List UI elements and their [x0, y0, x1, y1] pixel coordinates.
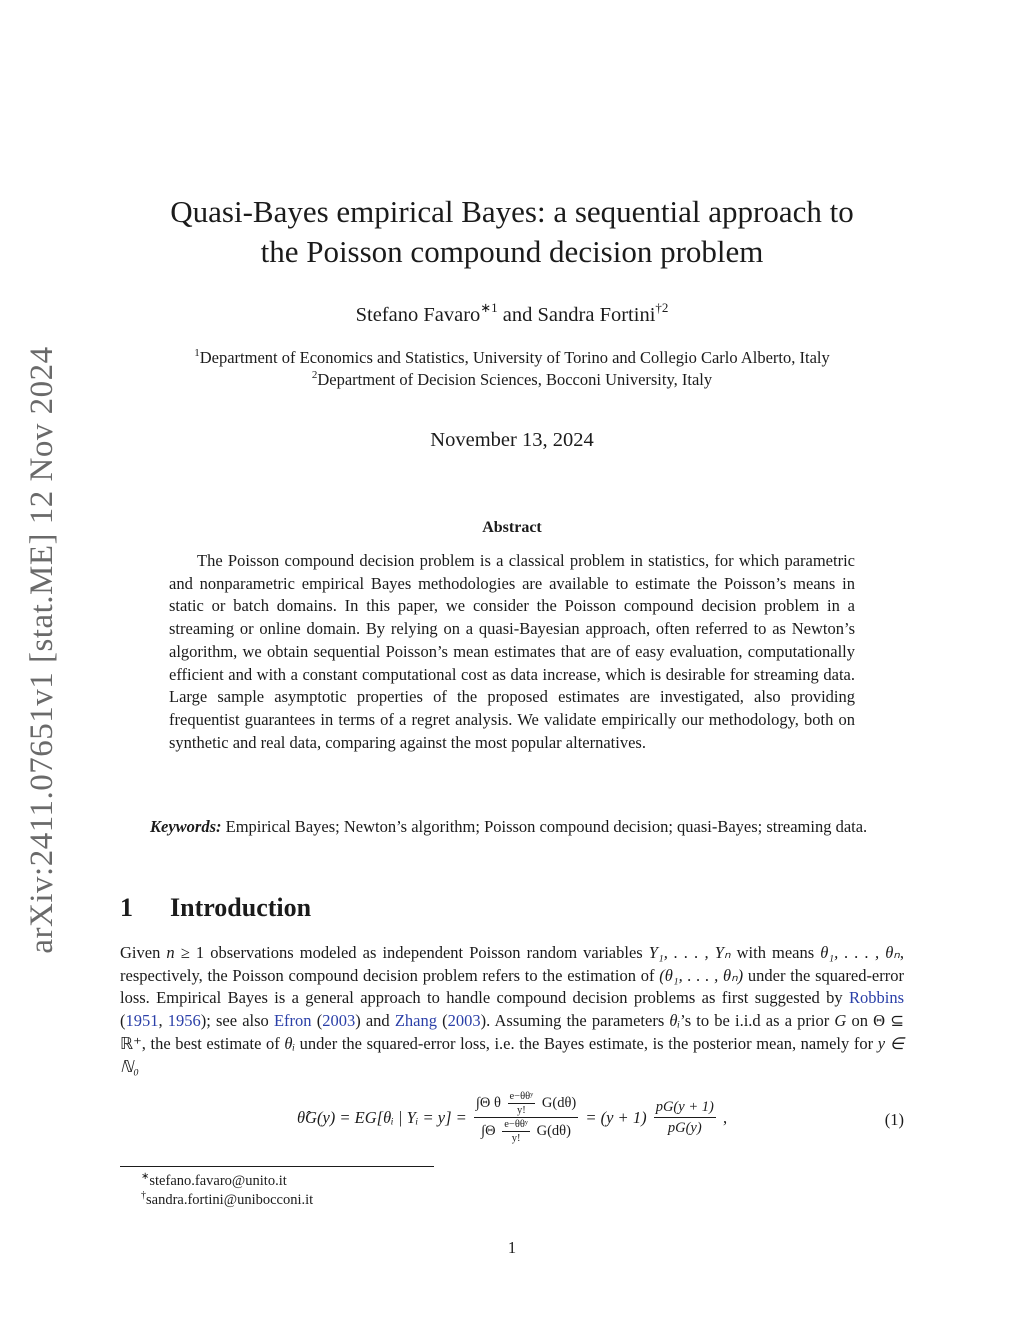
intro-math: θᵢ — [284, 1033, 296, 1053]
intro-math: (θ₁, . . . , θₙ) — [659, 965, 744, 985]
citation-link-robbins[interactable]: Robbins — [848, 988, 904, 1008]
author-1-name: Stefano Favaro — [355, 304, 481, 326]
footnote-2 — [141, 1190, 313, 1209]
title-line-1: Quasi-Bayes empirical Bayes: a sequential approach to — [170, 194, 854, 229]
paper-title — [120, 192, 904, 272]
denominator-measure: G(dθ) — [536, 1122, 571, 1139]
intro-text: ’s to be i.i.d as a prior — [680, 1011, 835, 1031]
intro-text: ); see also — [200, 1011, 274, 1031]
intro-text: , — [158, 1011, 168, 1031]
affiliation-2 — [120, 369, 904, 390]
intro-text: , respectively, the Poisson compound decision problem refers to the estimation of — [120, 943, 904, 985]
numerator-kernel-bottom: y! — [517, 1105, 526, 1116]
affiliation-1 — [120, 347, 904, 368]
intro-text: ( — [120, 1011, 126, 1031]
intro-text: ( — [311, 1011, 323, 1031]
ratio-numerator: pG(y + 1) — [654, 1097, 716, 1118]
fraction-denominator — [474, 1118, 578, 1145]
posterior-mean-fraction — [474, 1090, 578, 1145]
citation-link-efron-2003[interactable]: 2003 — [322, 1011, 356, 1031]
ratio-denominator: pG(y) — [667, 1120, 702, 1136]
footnote-1-email[interactable]: stefano.favaro@unito.it — [149, 1173, 287, 1189]
citation-link-zhang-2003[interactable]: 2003 — [447, 1011, 481, 1031]
title-line-2: the Poisson compound decision problem — [260, 234, 764, 269]
affiliation-1-text: Department of Economics and Statistics, University of Torino and Collegio Carlo Alberto, Italy — [199, 348, 830, 367]
publication-date: November 13, 2024 — [430, 429, 594, 451]
marginal-ratio-fraction — [654, 1097, 716, 1138]
author-1-marks: ∗1 — [480, 300, 498, 315]
affiliation-2-mark: 2 — [311, 369, 318, 381]
numerator-kernel-top: e−θθʸ — [509, 1091, 534, 1102]
citation-link-zhang[interactable]: Zhang — [394, 1011, 437, 1031]
intro-text: Given — [120, 943, 167, 962]
section-title: Introduction — [170, 893, 312, 922]
citation-link-robbins-1951[interactable]: 1951 — [125, 1011, 159, 1031]
denominator-kernel-bottom: y! — [511, 1133, 521, 1144]
denominator-kernel-top: e−θθʸ — [504, 1119, 528, 1130]
citation-link-robbins-1956[interactable]: 1956 — [167, 1011, 201, 1031]
equation-middle: = (y + 1) — [585, 1107, 647, 1127]
intro-text: ) and — [355, 1011, 395, 1031]
section-heading-introduction — [120, 893, 311, 923]
section-number: 1 — [120, 893, 133, 922]
introduction-paragraph — [120, 942, 904, 1078]
author-2-name: Sandra Fortini — [537, 304, 656, 326]
fraction-numerator — [474, 1090, 578, 1118]
intro-text: with means — [730, 943, 821, 962]
numerator-measure: G(dθ) — [541, 1094, 577, 1111]
footnote-1-mark: ∗ — [141, 1171, 150, 1182]
intro-math: n — [166, 943, 175, 962]
equation-lhs: θ̂G(y) = EG[θᵢ | Yᵢ = y] = — [296, 1107, 467, 1127]
denominator-poisson-kernel — [502, 1118, 530, 1145]
numerator-poisson-kernel — [508, 1090, 536, 1117]
abstract-text: The Poisson compound decision problem is a classical problem in statistics, for which parametric and nonparametric empirical Bayes methodologies are available to estimate the Poisson’s means in static or batch domains. In this paper, we consider the Poisson compound decision problem in a streaming or online domain. By relying on a quasi-Bayesian approach, often referred to as Newton’s algorithm, we obtain sequential Poisson’s mean estimates that are of easy evaluation, computationally efficient and with a constant computational cost as data increase, which is desirable for streaming data. Large sample asymptotic properties of the proposed estimates are investigated, also providing frequentist guarantees in terms of a regret analysis. We validate empirically our methodology, both on synthetic and real data, comparing against the most popular alternatives. — [169, 551, 855, 752]
intro-math: Y₁, . . . , Yₙ — [648, 943, 731, 962]
keywords-label: Keywords: — [150, 817, 222, 836]
intro-math: y ∈ ℕ₀ — [120, 1033, 904, 1076]
intro-math: G — [834, 1011, 847, 1031]
intro-text: ( — [436, 1011, 448, 1031]
keywords-text: Empirical Bayes; Newton’s algorithm; Poisson compound decision; quasi-Bayes; streaming data. — [225, 817, 868, 836]
affiliation-1-mark: 1 — [194, 347, 200, 359]
intro-text: ≥ 1 observations modeled as independent Poisson random variables — [174, 943, 649, 962]
numerator-integral: ∫Θ θ — [475, 1094, 501, 1111]
affiliation-2-text: Department of Decision Sciences, Bocconi University, Italy — [317, 370, 713, 389]
denominator-integral: ∫Θ — [481, 1122, 496, 1139]
intro-text: on Θ ⊆ ℝ⁺, the best estimate of — [120, 1011, 905, 1053]
author-list — [120, 300, 904, 327]
equation-body — [120, 1090, 904, 1145]
equation-number: (1) — [884, 1110, 904, 1129]
intro-text: ). Assuming the parameters — [480, 1011, 670, 1031]
footnote-1 — [141, 1171, 287, 1190]
footnote-divider — [120, 1166, 434, 1167]
intro-math: θᵢ — [669, 1011, 681, 1031]
intro-text: under the squared-error loss. Empirical Bayes is a general approach to handle compound decision problems as first suggested by — [120, 965, 904, 1008]
arxiv-identifier-text: arXiv:2411.07651v1 [stat.ME] 12 Nov 2024 — [24, 346, 60, 954]
keywords-paragraph — [120, 816, 904, 839]
author-connector: and — [502, 304, 533, 326]
arxiv-identifier-stamp — [18, 340, 66, 960]
footnote-2-mark: † — [141, 1190, 146, 1201]
intro-math: θ₁, . . . , θₙ — [820, 943, 900, 962]
page-number: 1 — [507, 1238, 517, 1257]
abstract-heading: Abstract — [482, 519, 542, 536]
author-2-marks: †2 — [655, 300, 669, 315]
footnote-2-email[interactable]: sandra.fortini@unibocconi.it — [146, 1192, 314, 1208]
citation-link-efron[interactable]: Efron — [273, 1011, 312, 1031]
equation-1 — [120, 1090, 904, 1154]
intro-text: under the squared-error loss, i.e. the Bayes estimate, is the posterior mean, namely for — [295, 1033, 878, 1053]
equation-end: , — [722, 1107, 728, 1127]
